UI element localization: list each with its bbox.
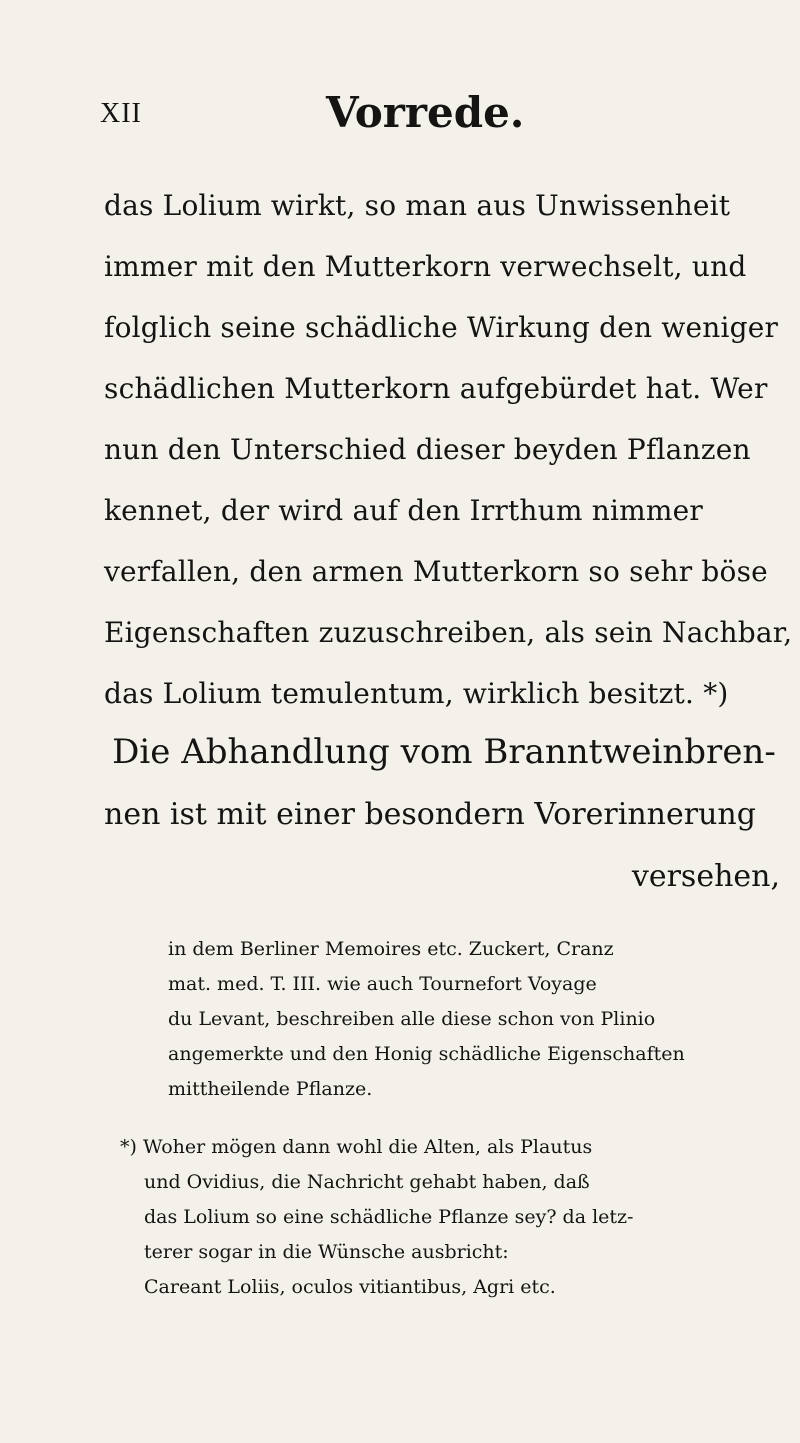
text-line: nun den Unterschied dieser beyden Pflanzen <box>104 433 751 466</box>
text-line: kennet, der wird auf den Irrthum nimmer <box>104 494 703 527</box>
footnote-line: das Lolium so eine schädliche Pflanze sey? da letz- <box>144 1206 634 1228</box>
footnote-quote: Careant Loliis, oculos vitiantibus, Agri etc. <box>144 1276 556 1298</box>
section-line: Die Abhandlung vom Branntweinbren- <box>112 732 776 772</box>
running-title: Vorrede. <box>326 88 525 137</box>
section-line: nen ist mit einer besondern Vorerinnerung <box>104 797 756 832</box>
footnote-asterisk <box>120 1130 790 1305</box>
main-paragraph <box>104 175 793 724</box>
footnote-line: terer sogar in die Wünsche ausbricht: <box>144 1241 509 1263</box>
text-line: schädlichen Mutterkorn aufgebürdet hat. Wer <box>104 372 768 405</box>
footnote-line: *) Woher mögen dann wohl die Alten, als Plautus <box>120 1136 593 1158</box>
text-line: das Lolium wirkt, so man aus Unwissenheit <box>104 189 731 222</box>
text-line: immer mit den Mutterkorn verwechselt, und <box>104 250 747 283</box>
footnote-line: du Levant, beschreiben alle diese schon von Plinio <box>168 1008 656 1030</box>
page-header <box>100 88 740 148</box>
text-line: Eigenschaften zuzuschreiben, als sein Nachbar, <box>104 616 793 649</box>
text-line: folglich seine schädliche Wirkung den weniger <box>104 311 779 344</box>
section-line: versehen, <box>631 859 780 894</box>
text-line: verfallen, den armen Mutterkorn so sehr böse <box>104 555 768 588</box>
footnote-line: mittheilende Pflanze. <box>168 1078 373 1100</box>
text-line: das Lolium temulentum, wirklich besitzt. *) <box>104 677 729 710</box>
footnote-line: in dem Berliner Memoires etc. Zuckert, Cranz <box>168 938 614 960</box>
footnote-line: angemerkte und den Honig schädliche Eigenschaften <box>168 1043 685 1065</box>
page-number: XII <box>100 98 142 129</box>
footnote-line: und Ovidius, die Nachricht gehabt haben, daß <box>144 1171 590 1193</box>
footnote-continuation <box>168 932 788 1107</box>
section-paragraph <box>104 720 784 908</box>
footnote-line: mat. med. T. III. wie auch Tournefort Voyage <box>168 973 597 995</box>
